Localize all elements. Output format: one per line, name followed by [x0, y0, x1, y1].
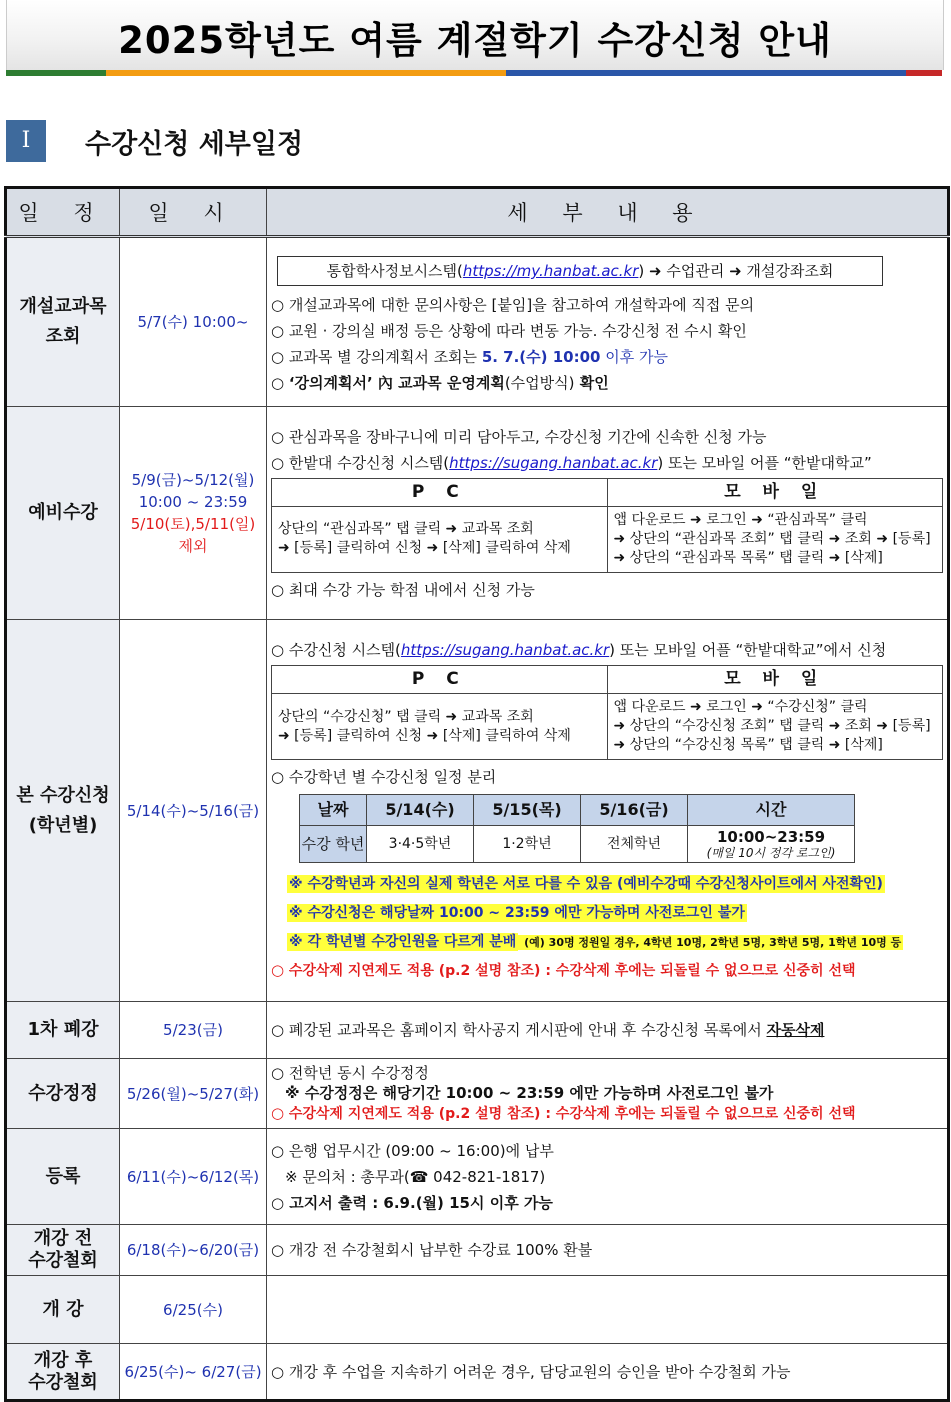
- detail-line: ○ 은행 업무시간 (09:00 ~ 16:00)에 납부: [271, 1141, 554, 1160]
- title-color-bar: [6, 70, 942, 76]
- grade-value: 1·2학년: [474, 826, 581, 863]
- path-prefix: 통합학사정보시스템(: [326, 262, 463, 280]
- detail-line: [271, 957, 943, 984]
- grade-value: 3·4·5학년: [367, 826, 474, 863]
- notes: [271, 869, 943, 957]
- row-label-text: 예비수강: [28, 502, 98, 523]
- row-payment: [6, 1129, 949, 1225]
- text: 확인: [574, 374, 609, 392]
- row-details: ○ 개강 후 수업을 지속하기 어려운 경우, 담당교원의 승인을 받아 수강철회 가능: [267, 1344, 949, 1401]
- row-course-inquiry: [6, 237, 949, 407]
- grade-head: 5/14(수): [367, 795, 474, 826]
- detail-line: [271, 1103, 943, 1124]
- text: 자동삭제: [766, 1021, 825, 1039]
- row-label: [6, 620, 120, 1002]
- text: ○ 수강신청 시스템(: [271, 641, 401, 659]
- text: (수업방식): [504, 374, 575, 392]
- text: ) 또는 모바일 어플 “한밭대학교”: [657, 453, 872, 472]
- row-date: 5/26(월)~5/27(화): [120, 1059, 267, 1129]
- row-details: [267, 1002, 949, 1059]
- grade-label: 수강 학년: [300, 826, 367, 863]
- row-label: [6, 407, 120, 620]
- time-note: (매일 10시 정각 로그인): [706, 845, 836, 860]
- mobile-header: 모 바 일: [607, 478, 943, 506]
- header-datetime: 일 시: [120, 188, 267, 237]
- detail-line: [271, 637, 943, 663]
- step: ➜ 상단의 “관심과목 조회” 탭 클릭 ➜ 조회 ➜ [등록]: [613, 530, 931, 547]
- row-date: 6/25(수)~ 6/27(금): [120, 1344, 267, 1401]
- color-bar-orange: [106, 70, 506, 76]
- detail-line: ○ 최대 수강 가능 학점 내에서 신청 가능: [271, 580, 535, 599]
- note: ※ 수강학년과 자신의 실제 학년은 서로 다를 수 있음 (예비수강때 수강신청사이트에서 사전확인): [289, 876, 883, 892]
- row-semester-start: [6, 1276, 949, 1344]
- note: ※ 수강신청은 해당날짜 10:00 ~ 23:59 에만 가능하며 사전로그인 불가: [289, 905, 745, 921]
- note: ※ 각 학년별 수강인원을 다르게 분배: [289, 934, 517, 950]
- row-pre-registration: [6, 407, 949, 620]
- row-details: ○ 개강 전 수강철회시 납부한 수강료 100% 환불: [267, 1225, 949, 1276]
- section-number: I: [6, 120, 46, 162]
- text: ○ 교과목 별 강의계획서 조회는: [271, 348, 482, 366]
- row-label: [6, 1225, 120, 1276]
- row-details: [267, 620, 949, 1002]
- pc-header: P C: [272, 666, 608, 694]
- pc-mobile-table: [271, 665, 943, 760]
- mobile-header: 모 바 일: [607, 666, 943, 694]
- date-exclusion: 제외: [178, 537, 208, 555]
- row-date: 5/7(수) 10:00~: [120, 237, 267, 407]
- grade-schedule-table: [299, 794, 855, 863]
- step: 상단의 “수강신청” 탭 클릭 ➜ 교과목 조회: [278, 708, 534, 725]
- row-label: [6, 237, 120, 407]
- step: ➜ [등록] 클릭하여 신청 ➜ [삭제] 클릭하여 삭제: [278, 540, 571, 556]
- row-label: 1차 폐강: [6, 1002, 120, 1059]
- row-date: 5/14(수)~5/16(금): [120, 620, 267, 1002]
- schedule-table: [4, 186, 950, 1402]
- row-details: [267, 1276, 949, 1344]
- header-details: 세 부 내 용: [267, 188, 949, 237]
- detail-line: ○ 개설교과목에 대한 문의사항은 [붙임]을 참고하여 개설학과에 직접 문의: [271, 296, 755, 314]
- warning-text: 수강삭제 지연제도 적용 (p.2 설명 참조) : 수강삭제 후에는 되돌릴 수 없으므로 신중히 선택: [288, 1106, 856, 1122]
- text: ) 또는 모바일 어플 “한밭대학교”에서 신청: [609, 641, 887, 659]
- time: 10:00~23:59: [716, 827, 826, 846]
- sugang-link[interactable]: https://sugang.hanbat.ac.kr: [449, 453, 658, 472]
- text: 이후 가능: [600, 348, 668, 366]
- header-schedule: 일 정: [6, 188, 120, 237]
- warning-text: 수강삭제 지연제도 적용 (p.2 설명 참조) : 수강삭제 후에는 되돌릴 수 없으므로 신중히 선택: [288, 963, 856, 979]
- row-withdraw-before: [6, 1225, 949, 1276]
- row-label: 수강정정: [6, 1059, 120, 1129]
- row-label-text: 개강 전: [33, 1228, 93, 1249]
- row-label-text: 수강철회: [28, 1371, 98, 1393]
- detail-line: ※ 수강정정은 해당기간 10:00 ~ 23:59 에만 가능하며 사전로그인 불가: [285, 1084, 774, 1102]
- page-title: 2025학년도 여름 계절학기 수강신청 안내: [118, 19, 832, 62]
- grade-time: [688, 826, 855, 863]
- color-bar-blue: [506, 70, 906, 76]
- row-label-text: 본 수강신청: [16, 784, 110, 806]
- date-line: 5/9(금)~5/12(월): [131, 471, 255, 489]
- pc-mobile-table: [271, 478, 943, 573]
- row-date: [120, 407, 267, 620]
- row-label-text: 개강 후: [33, 1349, 93, 1371]
- step: 상단의 “관심과목” 탭 클릭 ➜ 교과목 조회: [278, 521, 534, 537]
- detail-line: ※ 문의처 : 총무과(☎ 042-821-1817): [285, 1167, 546, 1186]
- step: ➜ 상단의 “수강신청 조회” 탭 클릭 ➜ 조회 ➜ [등록]: [613, 718, 931, 734]
- grade-head: 시간: [688, 795, 855, 826]
- row-details: [267, 1129, 949, 1225]
- row-date: 6/18(수)~6/20(금): [120, 1225, 267, 1276]
- text: ○: [271, 1104, 289, 1122]
- grade-head: 날짜: [300, 795, 367, 826]
- row-label-text: 개설교과목 조회: [19, 296, 107, 347]
- section-title: 수강신청 세부일정: [85, 129, 304, 160]
- row-date: 6/11(수)~6/12(목): [120, 1129, 267, 1225]
- text: ○ 한밭대 수강신청 시스템(: [271, 453, 450, 472]
- row-details: [267, 407, 949, 620]
- detail-line: ○ 수강학년 별 수강신청 일정 분리: [271, 768, 497, 786]
- pc-steps: [272, 506, 608, 572]
- color-bar-green: [6, 70, 106, 76]
- text: ‘강의계획서’ 內 교과목 운영계획: [288, 374, 505, 392]
- title-banner: [6, 0, 944, 70]
- row-first-cancellation: [6, 1002, 949, 1059]
- row-label: 등록: [6, 1129, 120, 1225]
- sugang-link[interactable]: https://sugang.hanbat.ac.kr: [400, 641, 610, 659]
- step: ➜ 상단의 “수강신청 목록” 탭 클릭 ➜ [삭제]: [613, 737, 883, 753]
- row-date: 5/23(금): [120, 1002, 267, 1059]
- detail-line: ○ 교원 · 강의실 배정 등은 상황에 따라 변동 가능. 수강신청 전 수시 확인: [271, 322, 747, 340]
- step: ➜ [등록] 클릭하여 신청 ➜ [삭제] 클릭하여 삭제: [278, 727, 571, 744]
- pc-header: P C: [272, 478, 608, 506]
- detail-line: [271, 370, 943, 396]
- system-path-box: [277, 256, 883, 286]
- detail-line: [271, 450, 943, 476]
- row-label: 개 강: [6, 1276, 120, 1344]
- header-row: [6, 188, 949, 237]
- text: ○: [271, 374, 289, 392]
- detail-line: ○ 관심과목을 장바구니에 미리 담아두고, 수강신청 기간에 신속한 신청 가능: [271, 427, 767, 446]
- row-main-registration: [6, 620, 949, 1002]
- path-suffix: ) ➜ 수업관리 ➜ 개설강좌조회: [638, 262, 834, 280]
- grade-head: 5/15(목): [474, 795, 581, 826]
- color-bar-red: [906, 70, 942, 76]
- syllabus-date: 5. 7.(수) 10:00: [481, 348, 601, 366]
- mobile-steps: [607, 506, 943, 572]
- row-label-text: (학년별): [28, 814, 98, 836]
- mobile-steps: [607, 694, 943, 760]
- text: ○: [271, 961, 289, 979]
- step: ➜ 상단의 “관심과목 목록” 탭 클릭 ➜ [삭제]: [613, 549, 883, 566]
- text: ○ 폐강된 교과목은 홈페이지 학사공지 게시판에 안내 후 수강신청 목록에서: [271, 1021, 767, 1039]
- portal-link[interactable]: https://my.hanbat.ac.kr: [462, 262, 639, 280]
- row-details: [267, 237, 949, 407]
- row-withdraw-after: [6, 1344, 949, 1401]
- detail-line: [271, 344, 943, 370]
- row-date: 6/25(수): [120, 1276, 267, 1344]
- row-course-correction: [6, 1059, 949, 1129]
- row-details: [267, 1059, 949, 1129]
- step: 앱 다운로드 ➜ 로그인 ➜ “수강신청” 클릭: [613, 699, 868, 715]
- grade-value: 전체학년: [581, 826, 688, 863]
- date-exclusion: 5/10(토),5/11(일): [130, 515, 256, 533]
- step: 앱 다운로드 ➜ 로그인 ➜ “관심과목” 클릭: [613, 511, 868, 528]
- pc-steps: [272, 694, 608, 760]
- row-label: [6, 1344, 120, 1401]
- detail-line: ○ 고지서 출력 : 6.9.(월) 15시 이후 가능: [271, 1193, 553, 1212]
- row-label-text: 수강철회: [28, 1250, 98, 1271]
- date-line: 10:00 ~ 23:59: [138, 493, 248, 511]
- grade-head: 5/16(금): [581, 795, 688, 826]
- note-example: (예) 30명 정원일 경우, 4학년 10명, 2학년 5명, 3학년 5명, 1학년 10명 등: [520, 936, 902, 949]
- detail-line: ○ 전학년 동시 수강정정: [271, 1064, 429, 1082]
